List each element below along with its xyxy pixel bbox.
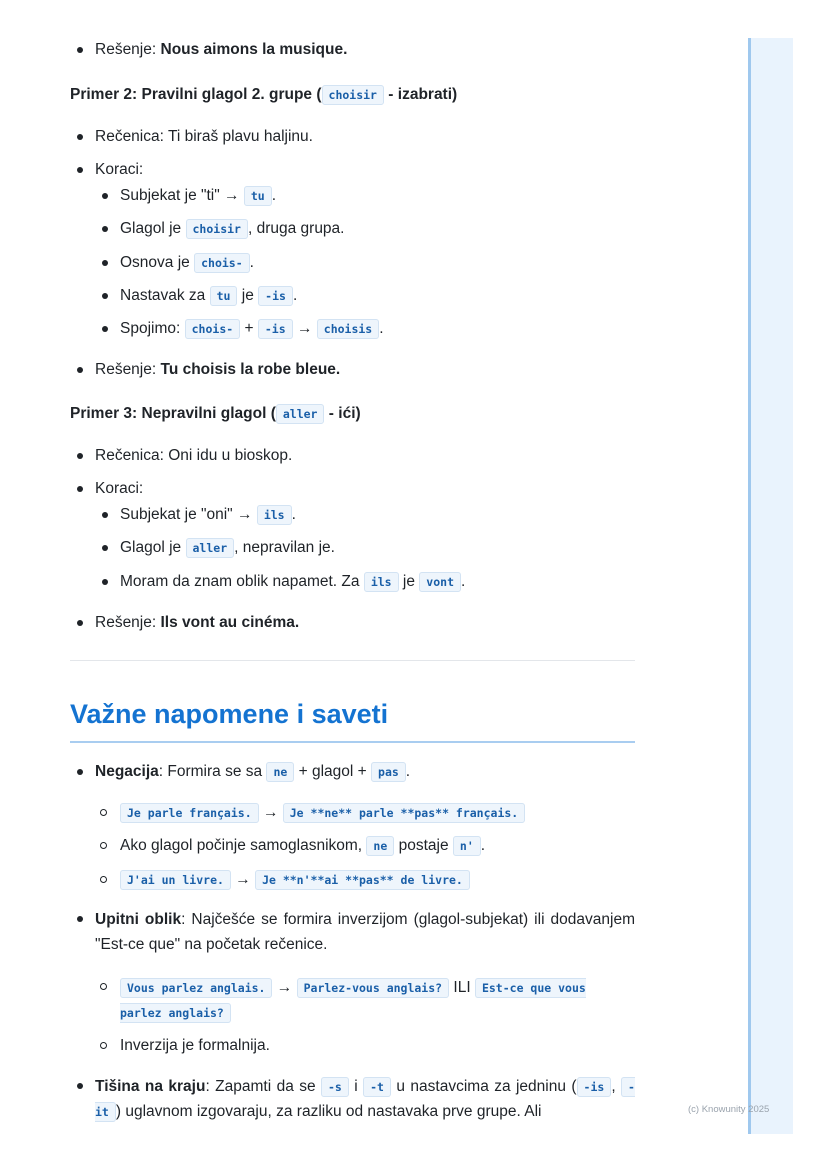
inline-code: Je **ne** parle **pas** français. xyxy=(283,803,525,823)
inline-code: -is xyxy=(258,286,293,306)
question-example-2: Inverzija je formalnija. xyxy=(120,1034,270,1058)
inline-code: tu xyxy=(210,286,238,306)
inline-code: Est-ce que vous parlez anglais? xyxy=(120,978,586,1023)
ex2-step-5: Spojimo: chois- + -is → choisis . xyxy=(120,317,384,341)
negation-example-3: J'ai un livre. → Je **n'**ai **pas** de livre. xyxy=(120,868,470,892)
copyright-credit: (c) Knowunity 2025 xyxy=(688,1104,770,1115)
ex2-solution-item: Rešenje: Tu choisis la robe bleue. xyxy=(95,358,340,382)
negation-item: Negacija: Formira se sa ne + glagol + pas . xyxy=(95,760,410,784)
inline-code: -s xyxy=(321,1077,349,1097)
side-panel xyxy=(748,38,793,1134)
inline-code: n' xyxy=(453,836,481,856)
inline-code: ne xyxy=(366,836,394,856)
ex2-steps-label: Koraci: xyxy=(95,158,143,182)
ex2-sentence: Rečenica: Ti biraš plavu haljinu. xyxy=(95,125,313,149)
negation-example-1: Je parle français. → Je **ne** parle **pas** français. xyxy=(120,801,525,825)
inline-code: ils xyxy=(364,572,399,592)
inline-code: ils xyxy=(257,505,292,525)
inline-code: choisis xyxy=(317,319,379,339)
ex2-solution: Tu choisis la robe bleue. xyxy=(160,361,341,378)
inline-code: vont xyxy=(419,572,461,592)
ex2-heading: Primer 2: Pravilni glagol 2. grupe ( choisir - izabrati) xyxy=(70,86,458,103)
inline-code: Vous parlez anglais. xyxy=(120,978,272,998)
silent-ending-item: Tišina na kraju: Zapamti da se -s i -t u nastavcima za jedninu ( -is , -it ) uglavnom izgovaraju, za razliku od nastavaka prve grupe. Ali xyxy=(95,1074,635,1124)
inline-code: choisir xyxy=(322,85,384,105)
question-example-1: Vous parlez anglais. → Parlez-vous anglais? ILI Est-ce que vous parlez anglais? xyxy=(120,975,610,1025)
ex2-step-1: Subjekat je "ti" → tu . xyxy=(120,184,276,208)
ex3-heading: Primer 3: Nepravilni glagol ( aller - ići) xyxy=(70,405,361,422)
question-item: Upitni oblik: Najčešće se formira inverzijom (glagol-subjekat) ili dodavanjem "Est-ce que" na početak rečenice. xyxy=(95,907,635,957)
inline-code: J'ai un livre. xyxy=(120,870,231,890)
ex2-step-3: Osnova je chois- . xyxy=(120,251,254,275)
inline-code: Parlez-vous anglais? xyxy=(297,978,449,998)
inline-code: -t xyxy=(363,1077,391,1097)
ex2-step-2: Glagol je choisir , druga grupa. xyxy=(120,217,344,241)
inline-code: choisir xyxy=(186,219,248,239)
ex3-steps-label: Koraci: xyxy=(95,477,143,501)
inline-code: aller xyxy=(186,538,235,558)
inline-code: chois- xyxy=(194,253,250,273)
section-heading: Važne napomene i saveti xyxy=(70,695,635,743)
inline-code: -it xyxy=(95,1077,635,1122)
section-divider xyxy=(70,660,635,661)
inline-code: Je **n'**ai **pas** de livre. xyxy=(255,870,470,890)
ex3-step-1: Subjekat je "oni" → ils . xyxy=(120,503,296,527)
inline-code: tu xyxy=(244,186,272,206)
ex3-step-2: Glagol je aller , nepravilan je. xyxy=(120,536,335,560)
inline-code: Je parle français. xyxy=(120,803,259,823)
negation-example-2: Ako glagol počinje samoglasnikom, ne postaje n' . xyxy=(120,834,485,858)
ex1-solution-item: Rešenje: Nous aimons la musique. xyxy=(95,38,347,62)
ex3-step-3: Moram da znam oblik napamet. Za ils je vont . xyxy=(120,570,465,594)
ex1-solution: Nous aimons la musique. xyxy=(160,41,348,58)
inline-code: pas xyxy=(371,762,406,782)
ex2-step-4: Nastavak za tu je -is . xyxy=(120,284,297,308)
ex3-sentence: Rečenica: Oni idu u bioskop. xyxy=(95,444,292,468)
ex3-solution-item: Rešenje: Ils vont au cinéma. xyxy=(95,611,299,635)
inline-code: aller xyxy=(276,404,325,424)
inline-code: -is xyxy=(258,319,293,339)
ex3-solution: Ils vont au cinéma. xyxy=(160,614,300,631)
inline-code: ne xyxy=(266,762,294,782)
inline-code: chois- xyxy=(185,319,241,339)
inline-code: -is xyxy=(577,1077,612,1097)
